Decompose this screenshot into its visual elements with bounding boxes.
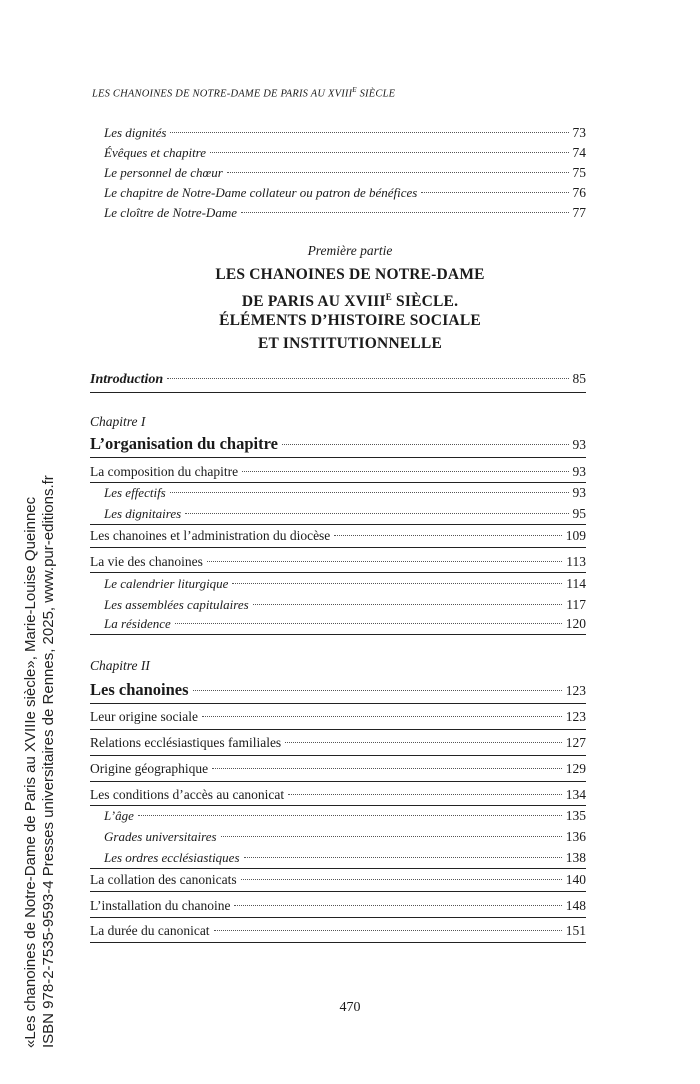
divider — [90, 805, 586, 806]
toc-entry[interactable] — [90, 463, 586, 481]
toc-entry-page: 113 — [566, 554, 586, 569]
leader-dots — [212, 768, 562, 769]
toc-entry[interactable] — [90, 786, 586, 804]
toc-entry[interactable] — [90, 734, 586, 752]
divider — [90, 457, 586, 458]
divider — [90, 392, 586, 393]
toc-entry[interactable] — [104, 144, 586, 162]
toc-entry[interactable] — [104, 828, 586, 846]
part-label: Première partie — [307, 243, 393, 258]
leader-dots — [421, 192, 568, 193]
leader-dots — [170, 132, 568, 133]
toc-entry[interactable] — [90, 708, 586, 726]
toc-entry-title: Introduction — [90, 372, 164, 387]
toc-entry-title: Les dignitaires — [104, 506, 182, 521]
toc-entry-title: La vie des chanoines — [90, 554, 203, 569]
leader-dots — [288, 794, 562, 795]
toc-entry[interactable] — [90, 871, 586, 889]
toc-entry-page: 85 — [572, 371, 586, 386]
leader-dots — [221, 836, 562, 837]
toc-entry[interactable] — [104, 596, 586, 614]
toc-entry-page: 134 — [565, 787, 586, 802]
side-citation — [22, 475, 58, 1048]
toc-entry-page: 123 — [565, 709, 586, 724]
toc-entry-title: Origine géographique — [90, 761, 209, 776]
toc-entry-page: 95 — [572, 506, 586, 521]
divider — [90, 572, 586, 573]
toc-entry[interactable] — [104, 615, 586, 633]
toc-entry-page: 73 — [572, 125, 586, 140]
leader-dots — [202, 716, 562, 717]
toc-introduction[interactable] — [90, 370, 586, 389]
chapter-label: Chapitre II — [90, 658, 150, 673]
leader-dots — [214, 930, 562, 931]
toc-entry-title: Relations ecclésiastiques familiales — [90, 735, 282, 750]
toc-entry-title: La résidence — [104, 616, 171, 631]
toc-entry-title: Les assemblées capitulaires — [104, 597, 249, 612]
leader-dots — [244, 857, 562, 858]
toc-entry-page: 75 — [572, 165, 586, 180]
leader-dots — [241, 879, 562, 880]
toc-entry-title: La durée du canonicat — [90, 923, 210, 938]
toc-entry[interactable] — [90, 553, 586, 571]
divider — [90, 868, 586, 869]
toc-entry[interactable] — [104, 484, 586, 502]
toc-entry-title: Grades universitaires — [104, 829, 217, 844]
part-title-line: LES CHANOINES DE NOTRE-DAME — [215, 266, 485, 283]
toc-entry-title: Les chanoines — [90, 680, 189, 699]
toc-entry-page: 151 — [565, 923, 586, 938]
leader-dots — [232, 583, 562, 584]
toc-entry-page: 140 — [565, 872, 586, 887]
leader-dots — [185, 513, 568, 514]
leader-dots — [334, 535, 561, 536]
toc-entry-title: Le personnel de chœur — [104, 165, 223, 180]
toc-entry-title: Le chapitre de Notre-Dame collateur ou patron de bénéfices — [104, 185, 418, 200]
toc-entry-page: 114 — [566, 576, 586, 591]
chapter-label: Chapitre I — [90, 414, 146, 429]
toc-entry[interactable] — [90, 897, 586, 915]
leader-dots — [193, 690, 562, 691]
leader-dots — [234, 905, 561, 906]
toc-entry[interactable] — [104, 505, 586, 523]
toc-entry-title: La collation des canonicats — [90, 872, 237, 887]
divider — [90, 781, 586, 782]
toc-entry-page: 76 — [572, 185, 586, 200]
toc-entry[interactable] — [104, 575, 586, 593]
toc-entry[interactable] — [104, 849, 586, 867]
toc-entry-title: Le calendrier liturgique — [104, 576, 229, 591]
divider — [90, 703, 586, 704]
part-title-line: DE PARIS AU $XVIII^E$ SIÈCLE. — [241, 292, 459, 311]
toc-entry-page: 127 — [565, 735, 586, 750]
toc-entry-page: 136 — [565, 829, 586, 844]
leader-dots — [175, 623, 562, 624]
side-citation-line: «Les chanoines de Notre-Dame de Paris au XVIIIe siècle», Marie-Louise Queinnec — [22, 496, 39, 1048]
toc-entry-title: Les effectifs — [104, 485, 166, 500]
part-title-line: ÉLÉMENTS D’HISTOIRE SOCIALE — [219, 312, 481, 329]
toc-entry-page: 120 — [565, 616, 586, 631]
divider — [90, 917, 586, 918]
toc-entry[interactable] — [104, 124, 586, 142]
toc-entry-title: Les ordres ecclésiastiques — [104, 850, 240, 865]
leader-dots — [210, 152, 568, 153]
leader-dots — [285, 742, 562, 743]
toc-entry[interactable] — [104, 204, 586, 222]
toc-entry-title: Évêques et chapitre — [104, 145, 207, 160]
toc-entry-page: 74 — [572, 145, 586, 160]
divider — [90, 942, 586, 943]
toc-entry-page: 93 — [572, 437, 586, 452]
toc-entry-page: 77 — [572, 205, 586, 220]
toc-entry-title: Les conditions d’accès au canonicat — [90, 787, 285, 802]
toc-chapter[interactable] — [90, 681, 586, 700]
leader-dots — [282, 444, 569, 445]
toc-chapter[interactable] — [90, 435, 586, 454]
toc-entry-title: Le cloître de Notre-Dame — [104, 205, 237, 220]
side-citation-line: ISBN 978-2-7535-9593-4 Presses universitaires de Rennes, 2025, www.pur-editions.fr — [40, 475, 57, 1048]
divider — [90, 524, 586, 525]
toc-entry-title: Leur origine sociale — [90, 709, 198, 724]
toc-entry-title: La composition du chapitre — [90, 464, 239, 479]
toc-entry[interactable] — [90, 527, 586, 545]
toc-entry-title: Les dignités — [104, 125, 167, 140]
toc-entry[interactable] — [90, 760, 586, 778]
leader-dots — [170, 492, 569, 493]
leader-dots — [242, 471, 568, 472]
divider — [90, 547, 586, 548]
toc-entry[interactable] — [90, 922, 586, 940]
toc-entry-page: 123 — [565, 683, 586, 698]
toc-entry-page: 129 — [565, 761, 586, 776]
toc-entry-page: 109 — [565, 528, 586, 543]
toc-entry-page: 93 — [572, 485, 586, 500]
leader-dots — [138, 815, 562, 816]
divider — [90, 482, 586, 483]
leader-dots — [167, 378, 568, 379]
leader-dots — [227, 172, 569, 173]
toc-entry-page: 93 — [572, 464, 586, 479]
leader-dots — [207, 561, 562, 562]
toc-entry[interactable] — [104, 164, 586, 182]
divider — [90, 634, 586, 635]
toc-entry[interactable] — [104, 184, 586, 202]
toc-entry-title: L’âge — [104, 808, 134, 823]
page-number: 470 — [339, 1000, 361, 1015]
divider — [90, 729, 586, 730]
toc-entry-title: L’installation du chanoine — [90, 898, 231, 913]
toc-entry-page: 138 — [565, 850, 586, 865]
toc-entry-title: Les chanoines et l’administration du diocèse — [90, 528, 331, 543]
divider — [90, 755, 586, 756]
divider — [90, 891, 586, 892]
part-title-line: ET INSTITUTIONNELLE — [258, 335, 442, 352]
toc-entry-page: 148 — [565, 898, 586, 913]
leader-dots — [241, 212, 569, 213]
toc-entry-page: 117 — [566, 597, 586, 612]
leader-dots — [253, 604, 563, 605]
toc-entry-page: 135 — [565, 808, 586, 823]
toc-entry[interactable] — [104, 807, 586, 825]
running-head: LES CHANOINES DE NOTRE-DAME DE PARIS AU $XVIII^E$ SIÈCLE — [92, 86, 396, 100]
toc-entry-title: L’organisation du chapitre — [90, 434, 278, 453]
